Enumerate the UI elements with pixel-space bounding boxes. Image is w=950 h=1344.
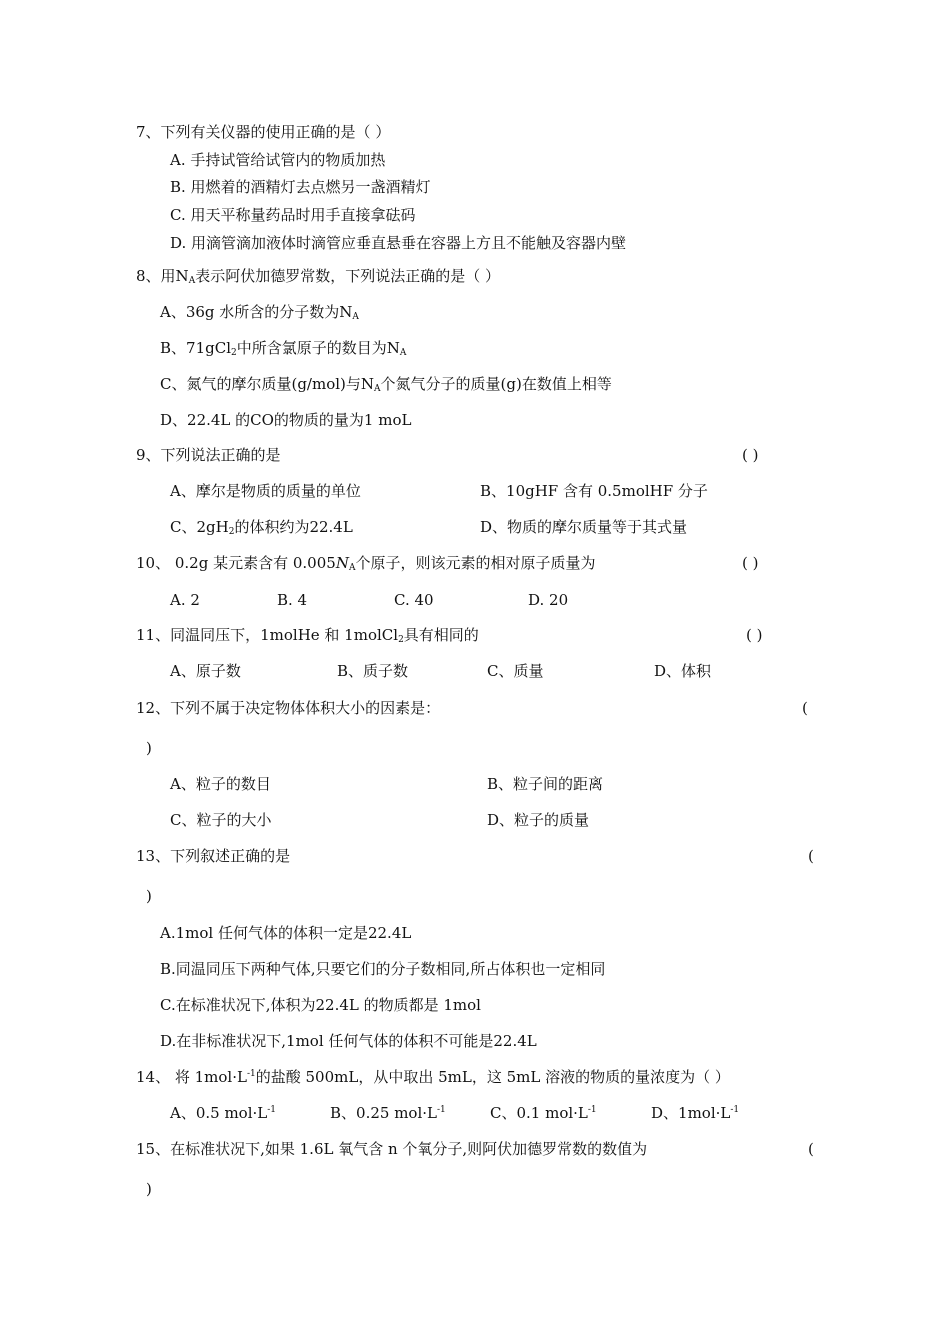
question-10-stem: 10、 0.2g 某元素含有 $0.005N_A$个原子，则该元素的相对原子质量为 — [136, 554, 596, 573]
question-15-bracket-close: ) — [146, 1180, 152, 1198]
question-14-stem: 14、 将 $1mol\cdot L^{-1}$的盐酸 500mL，从中取出 5mL，这 5mL 溶液的物质的量浓度为（ ） — [136, 1068, 730, 1086]
question-7-option-c: C. 用天平称量药品时用手直接拿砝码 — [170, 206, 416, 224]
question-9-stem: 9、下列说法正确的是 — [136, 446, 281, 464]
question-9-option-c: C、$2gH_2$的体积约为22.4L — [170, 518, 353, 537]
question-8-stem: 8、用$N_A$表示阿伏加德罗常数，下列说法正确的是（ ） — [136, 267, 500, 286]
question-7-option-b: B. 用燃着的酒精灯去点燃另一盏酒精灯 — [170, 178, 431, 196]
question-15-stem: 15、在标准状况下,如果 1.6L 氧气含 n 个氧分子,则阿伏加德罗常数的数值为 — [136, 1140, 648, 1158]
question-12-option-c: C、粒子的大小 — [170, 811, 272, 829]
question-14-option-b: B、0.25 $mol\cdot L^{-1}$ — [330, 1104, 446, 1122]
question-8-option-c: C、氮气的摩尔质量(g/mol)与$N_A$个氮气分子的质量(g)在数值上相等 — [160, 375, 612, 394]
question-15-bracket-open: ( — [808, 1140, 814, 1158]
question-11-option-b: B、质子数 — [337, 662, 409, 680]
question-12-bracket-close: ) — [146, 739, 152, 757]
question-13-option-d: D.在非标准状况下,1mol 任何气体的体积不可能是22.4L — [160, 1032, 537, 1050]
question-12-bracket-open: ( — [802, 699, 808, 717]
question-13-bracket-close: ) — [146, 887, 152, 905]
question-8-option-a: A、36g 水所含的分子数为$N_A$ — [160, 303, 359, 322]
question-11-option-d: D、体积 — [654, 662, 712, 680]
question-12-option-a: A、粒子的数目 — [170, 775, 271, 793]
question-8-option-b: B、71gCl$_2$中所含氯原子的数目为$N_A$ — [160, 339, 407, 358]
question-9-option-d: D、物质的摩尔质量等于其式量 — [480, 518, 688, 536]
question-10-bracket: ( ) — [742, 554, 759, 572]
question-7-stem: 7、下列有关仪器的使用正确的是（ ） — [136, 123, 391, 141]
question-13-bracket-open: ( — [808, 847, 814, 865]
question-10-option-b: B. 4 — [277, 591, 308, 609]
question-13-stem: 13、下列叙述正确的是 — [136, 847, 291, 865]
question-10-option-a: A. 2 — [170, 591, 200, 609]
question-12-option-d: D、粒子的质量 — [487, 811, 590, 829]
question-8-option-d: D、22.4L 的CO的物质的量为1 moL — [160, 411, 412, 429]
question-13-option-c: C.在标准状况下,体积为22.4L 的物质都是 1mol — [160, 996, 481, 1014]
question-12-option-b: B、粒子间的距离 — [487, 775, 604, 793]
question-12-stem: 12、下列不属于决定物体体积大小的因素是： — [136, 699, 441, 717]
question-13-option-a: A.1mol 任何气体的体积一定是22.4L — [160, 924, 412, 942]
question-14-option-a: A、0.5 $mol\cdot L^{-1}$ — [170, 1104, 277, 1122]
question-11-bracket: ( ) — [746, 626, 763, 644]
question-11-stem: 11、同温同压下，1molHe 和 1molCl$_2$具有相同的 — [136, 626, 479, 645]
question-9-option-b: B、10gHF 含有 0.5molHF 分子 — [480, 482, 708, 500]
question-9-bracket: ( ) — [742, 446, 759, 464]
question-10-option-c: C. 40 — [394, 591, 434, 609]
question-14-option-c: C、0.1 $mol\cdot L^{-1}$ — [490, 1104, 597, 1122]
question-11-option-c: C、质量 — [487, 662, 544, 680]
question-14-option-d: D、$1mol\cdot L^{-1}$ — [651, 1104, 740, 1122]
question-7-option-a: A. 手持试管给试管内的物质加热 — [170, 151, 386, 169]
question-10-option-d: D. 20 — [528, 591, 569, 609]
question-13-option-b: B.同温同压下两种气体,只要它们的分子数相同,所占体积也一定相同 — [160, 960, 606, 978]
question-11-option-a: A、原子数 — [170, 662, 241, 680]
question-9-option-a: A、摩尔是物质的质量的单位 — [170, 482, 361, 500]
question-7-option-d: D. 用滴管滴加液体时滴管应垂直悬垂在容器上方且不能触及容器内壁 — [170, 234, 627, 252]
